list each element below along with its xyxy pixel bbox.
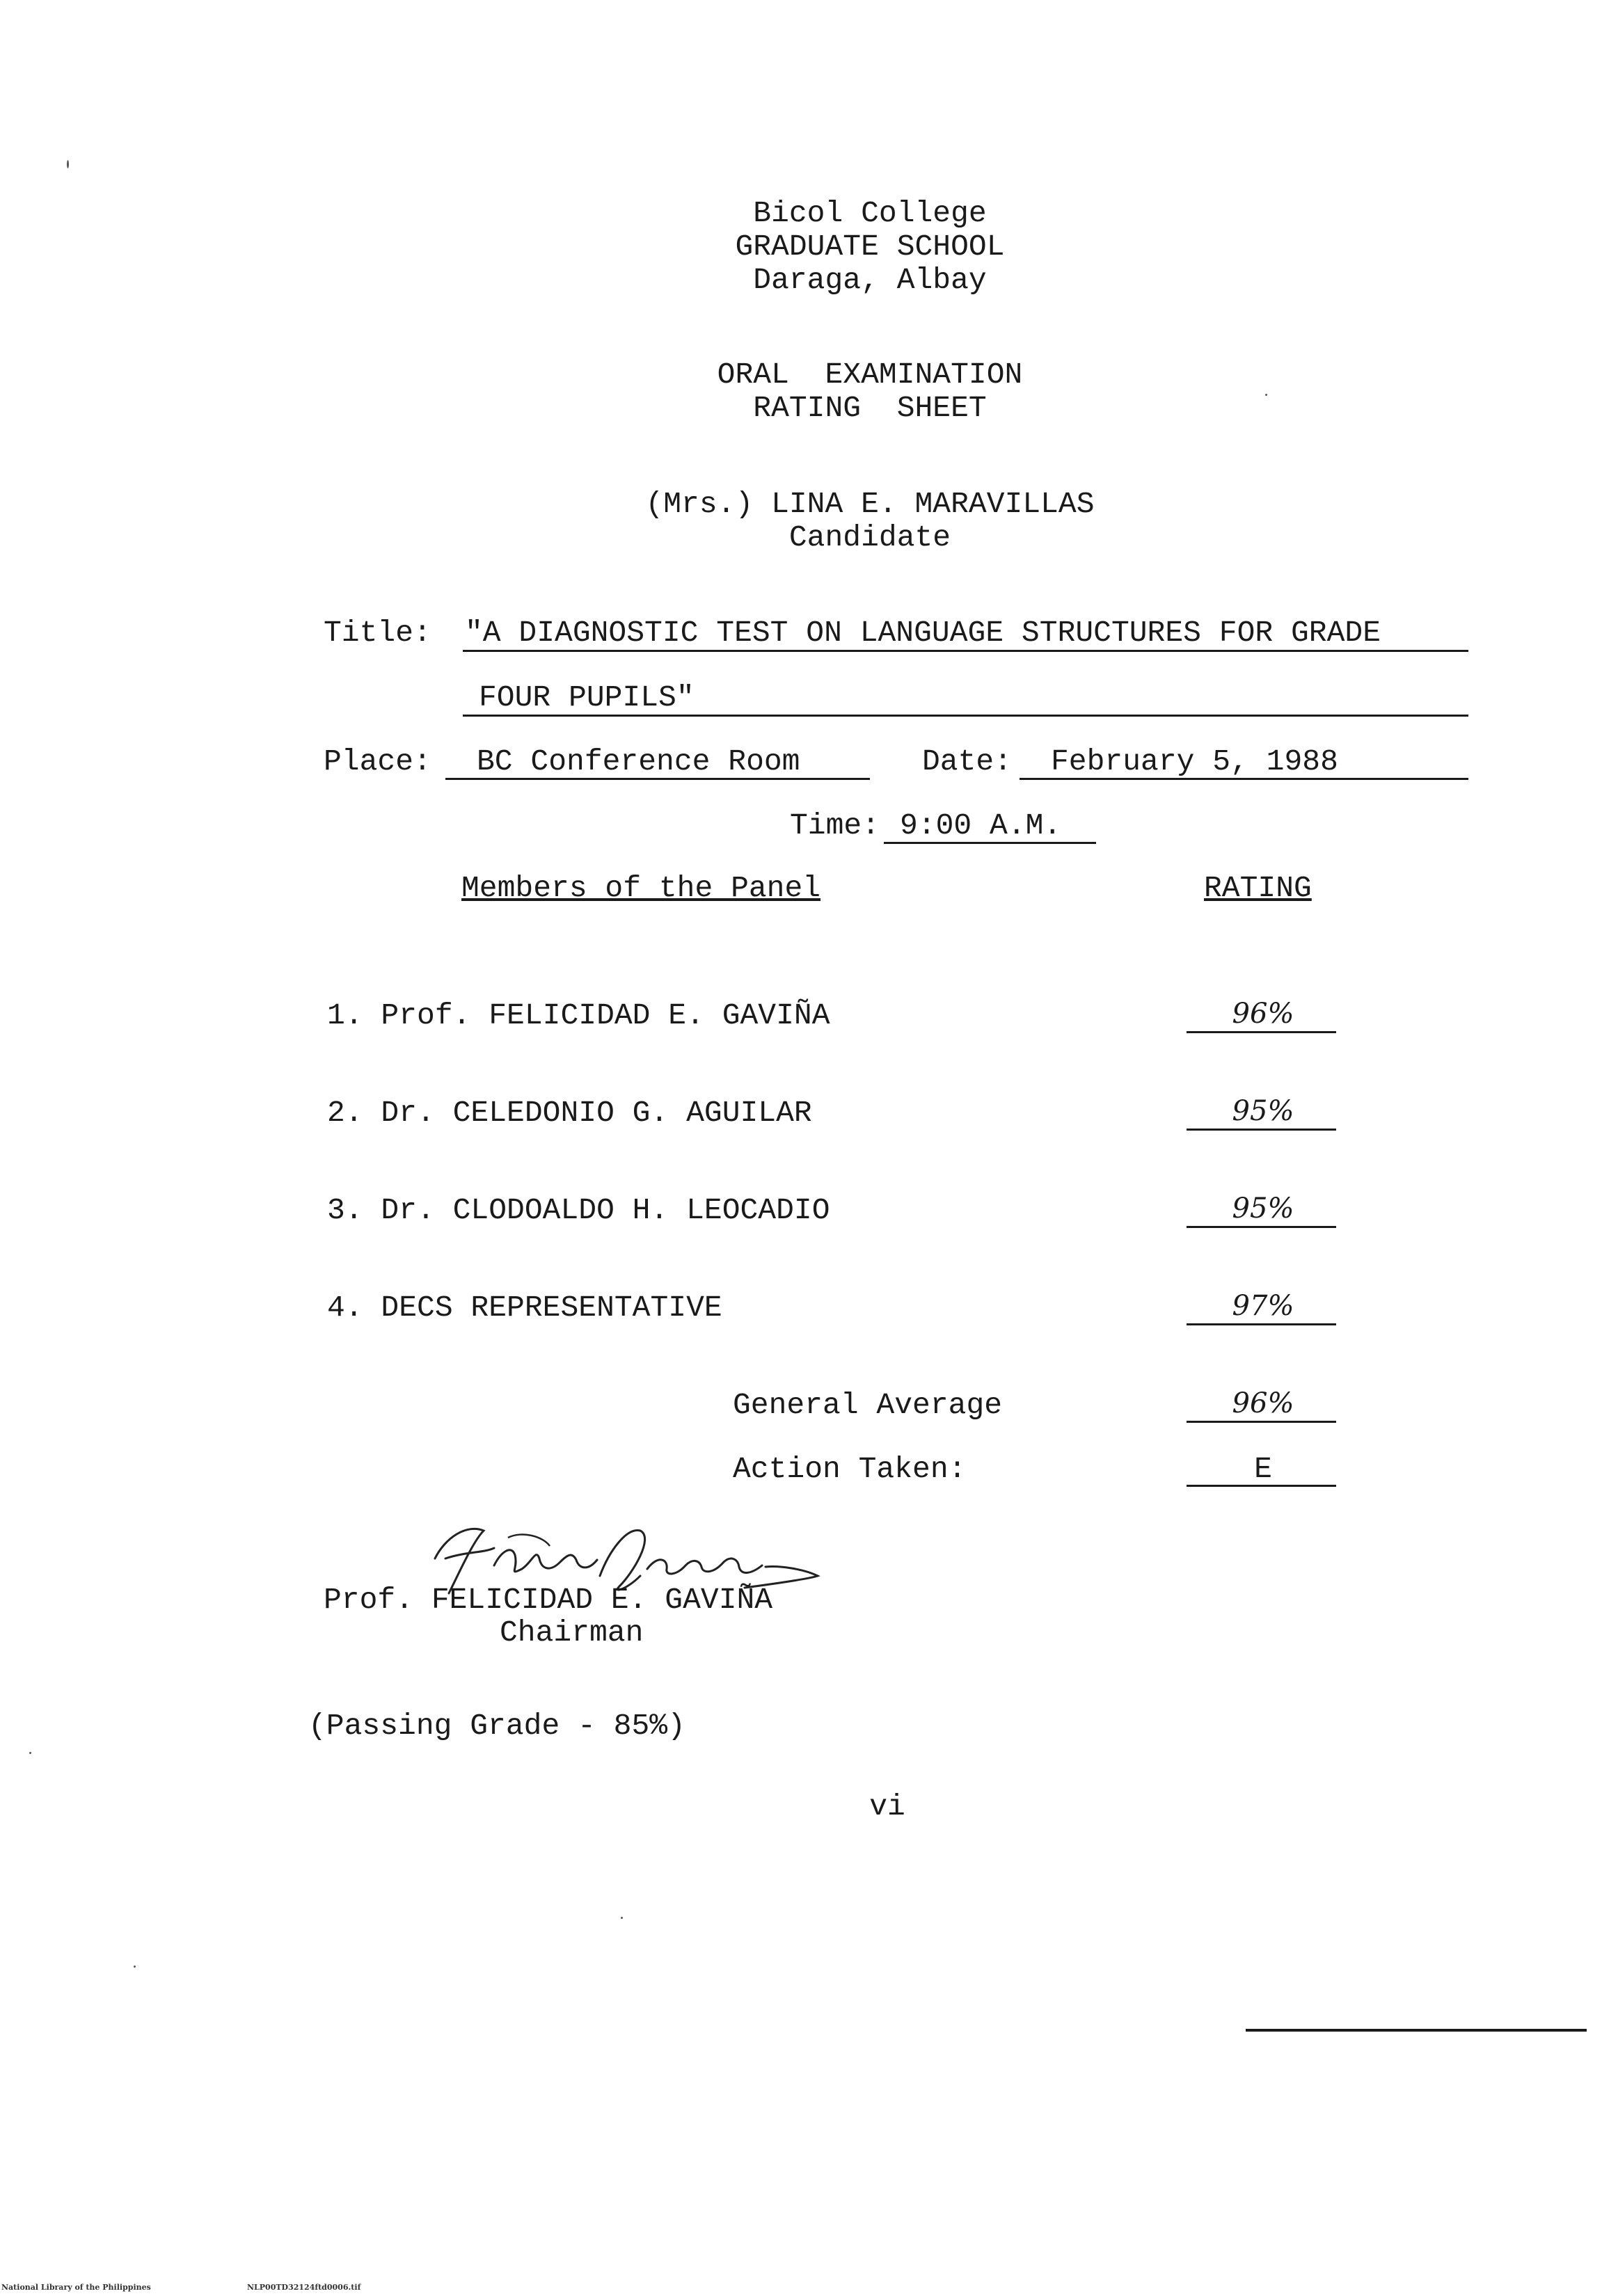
time-label: Time: bbox=[790, 808, 880, 843]
rating-underline-3 bbox=[1187, 1226, 1336, 1228]
scan-speck bbox=[1265, 394, 1267, 396]
action-underline bbox=[1187, 1485, 1336, 1487]
school-name: GRADUATE SCHOOL bbox=[735, 230, 1005, 264]
sheet-title-line1: ORAL EXAMINATION bbox=[717, 358, 1023, 392]
time-underline bbox=[884, 842, 1096, 844]
passing-grade-note: (Passing Grade - 85%) bbox=[308, 1709, 685, 1743]
rating-heading: RATING bbox=[1204, 871, 1312, 905]
scan-speck bbox=[29, 1752, 31, 1754]
candidate-label: Candidate bbox=[788, 520, 951, 555]
action-taken-value: E bbox=[1254, 1452, 1272, 1486]
date-label: Date: bbox=[922, 744, 1013, 779]
title-label: Title: bbox=[324, 616, 431, 650]
general-average-value: 96% bbox=[1232, 1387, 1294, 1419]
rating-underline-2 bbox=[1187, 1129, 1336, 1131]
chairman-role: Chairman bbox=[500, 1616, 644, 1650]
place-underline bbox=[445, 778, 870, 780]
place-value: BC Conference Room bbox=[477, 744, 800, 779]
panel-member-2: 2. Dr. CELEDONIO G. AGUILAR bbox=[327, 1096, 812, 1130]
date-underline bbox=[1020, 778, 1468, 780]
school-location: Daraga, Albay bbox=[753, 263, 987, 297]
chairman-name: Prof. FELICIDAD E. GAVIÑA bbox=[324, 1583, 773, 1617]
title-underline-2 bbox=[463, 715, 1468, 717]
title-underline-1 bbox=[463, 650, 1468, 652]
sheet-title-line2: RATING SHEET bbox=[753, 391, 987, 425]
panel-member-3: 3. Dr. CLODOALDO H. LEOCADIO bbox=[327, 1193, 830, 1227]
scan-edge-line bbox=[1246, 2029, 1587, 2032]
action-taken-label: Action Taken: bbox=[733, 1452, 967, 1486]
thesis-title-line1: "A DIAGNOSTIC TEST ON LANGUAGE STRUCTURES FOR GRADE bbox=[465, 616, 1381, 650]
institution-name: Bicol College bbox=[753, 196, 987, 230]
panel-member-1: 1. Prof. FELICIDAD E. GAVIÑA bbox=[327, 998, 830, 1033]
scan-speck bbox=[134, 1966, 136, 1968]
footer-filename: NLP00TD32124ftd0006.tif bbox=[247, 2283, 361, 2292]
footer-library: National Library of the Philippines bbox=[1, 2283, 151, 2292]
candidate-name: (Mrs.) LINA E. MARAVILLAS bbox=[645, 487, 1095, 521]
general-average-label: General Average bbox=[733, 1388, 1003, 1422]
thesis-title-line2: FOUR PUPILS" bbox=[479, 680, 695, 715]
rating-member-1: 96% bbox=[1232, 998, 1294, 1030]
scan-speck bbox=[67, 160, 69, 168]
rating-member-2: 95% bbox=[1232, 1095, 1294, 1127]
panel-heading: Members of the Panel bbox=[461, 871, 821, 905]
date-value: February 5, 1988 bbox=[1051, 744, 1338, 779]
rating-member-3: 95% bbox=[1232, 1193, 1294, 1225]
rating-underline-1 bbox=[1187, 1031, 1336, 1033]
rating-underline-4 bbox=[1187, 1323, 1336, 1325]
page-number: vi bbox=[869, 1789, 905, 1824]
scan-speck bbox=[621, 1917, 623, 1919]
average-underline bbox=[1187, 1421, 1336, 1423]
time-value: 9:00 A.M. bbox=[900, 808, 1062, 843]
panel-member-4: 4. DECS REPRESENTATIVE bbox=[327, 1291, 722, 1325]
place-label: Place: bbox=[324, 744, 431, 779]
rating-member-4: 97% bbox=[1232, 1290, 1294, 1322]
